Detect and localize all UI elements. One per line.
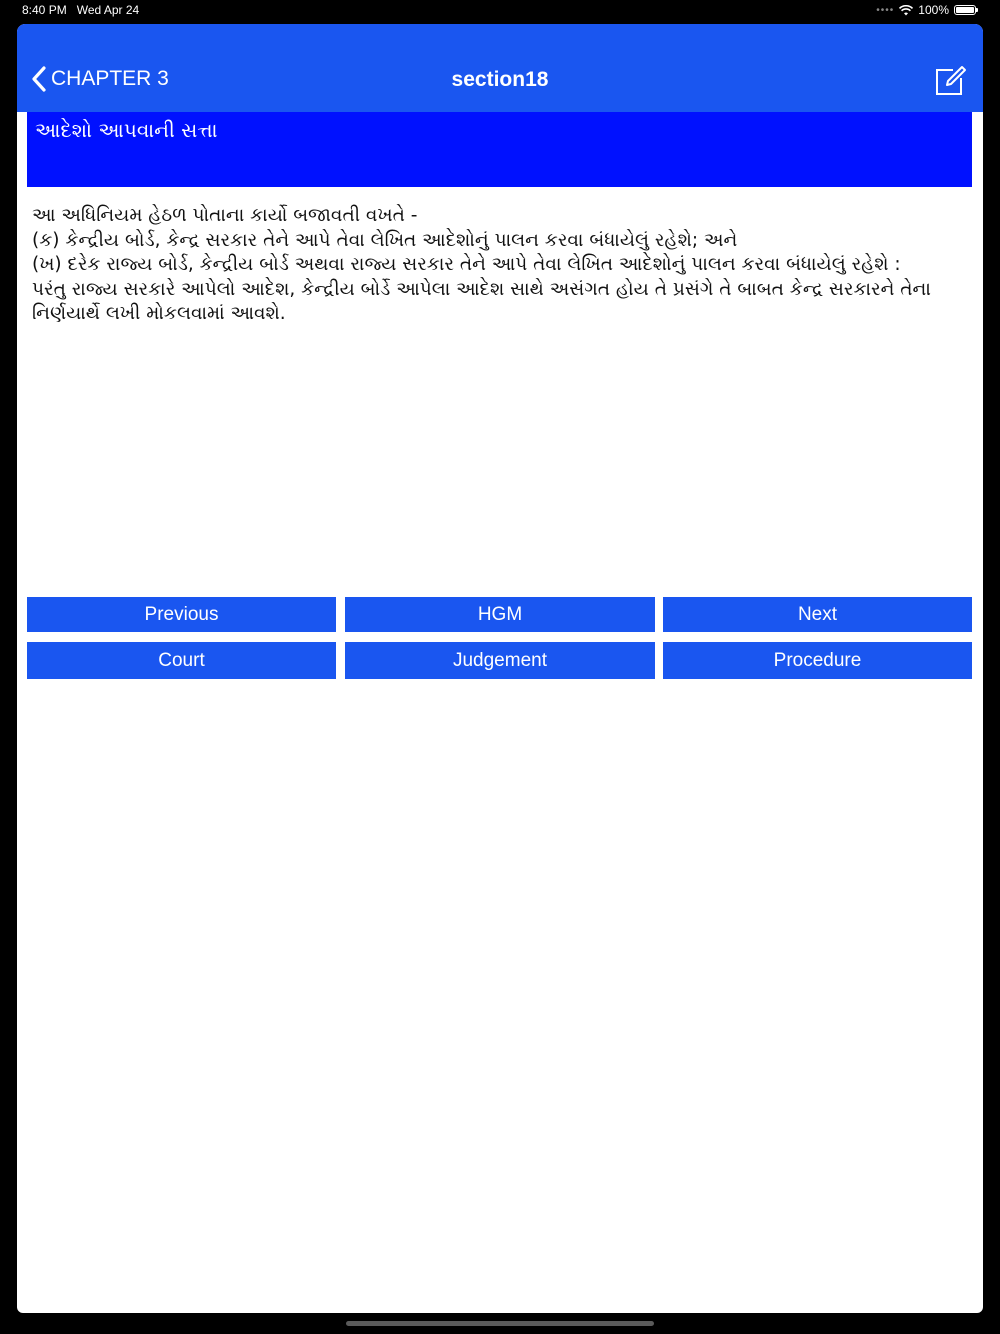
back-button-label: CHAPTER 3 — [51, 67, 169, 90]
navigation-bar — [17, 24, 983, 112]
page-title: section18 — [451, 68, 549, 91]
signal-dots-icon: •••• — [876, 4, 895, 16]
edit-button[interactable] — [933, 64, 967, 98]
section-body-text: આ અધિનિયમ હેઠળ પોતાના કાર્યો બજાવતી વખતે - (ક) કેન્દ્રીય બોર્ડ, કેન્દ્ર સરકાર તેને આપે તેવા લેખિત આદેશોનું પાલન કરવા બંધાયેલું રહેશે; અને (ખ) દરેક રાજ્ય બોર્ડ, કેન્દ્રીય બોર્ડ અથવા રાજ્ય સરકાર તેને આપે તેવા લેખિત આદેશોનું પાલન કરવા બંધાયેલું રહેશે : પરંતુ રાજ્ય સરકારે આપેલો આદેશ, કેન્દ્રીય બોર્ડે આપેલા આદેશ સાથે અસંગત હોય તે પ્રસંગે તે બાબત કેન્દ્ર સરકારને તેના નિર્ણયાર્થે લખી મોકલવામાં આવશે. — [32, 205, 931, 324]
battery-icon — [954, 5, 976, 15]
next-button[interactable]: Next — [663, 597, 972, 632]
compose-icon — [933, 64, 967, 98]
judgement-button[interactable]: Judgement — [345, 642, 655, 679]
status-time-date — [22, 3, 139, 17]
status-date: Wed Apr 24 — [76, 3, 140, 17]
procedure-button[interactable]: Procedure — [663, 642, 972, 679]
status-bar — [0, 0, 1000, 22]
status-indicators — [876, 3, 976, 17]
previous-button[interactable]: Previous — [27, 597, 336, 632]
hgm-button[interactable]: HGM — [345, 597, 655, 632]
content-sheet — [17, 24, 983, 1313]
section-heading: આદેશો આપવાની સત્તા — [27, 112, 972, 187]
court-button[interactable]: Court — [27, 642, 336, 679]
home-indicator[interactable] — [346, 1321, 654, 1326]
wifi-icon — [899, 5, 913, 16]
battery-fill — [956, 7, 974, 13]
status-time: 8:40 PM — [22, 3, 67, 17]
battery-percent: 100% — [918, 3, 949, 17]
